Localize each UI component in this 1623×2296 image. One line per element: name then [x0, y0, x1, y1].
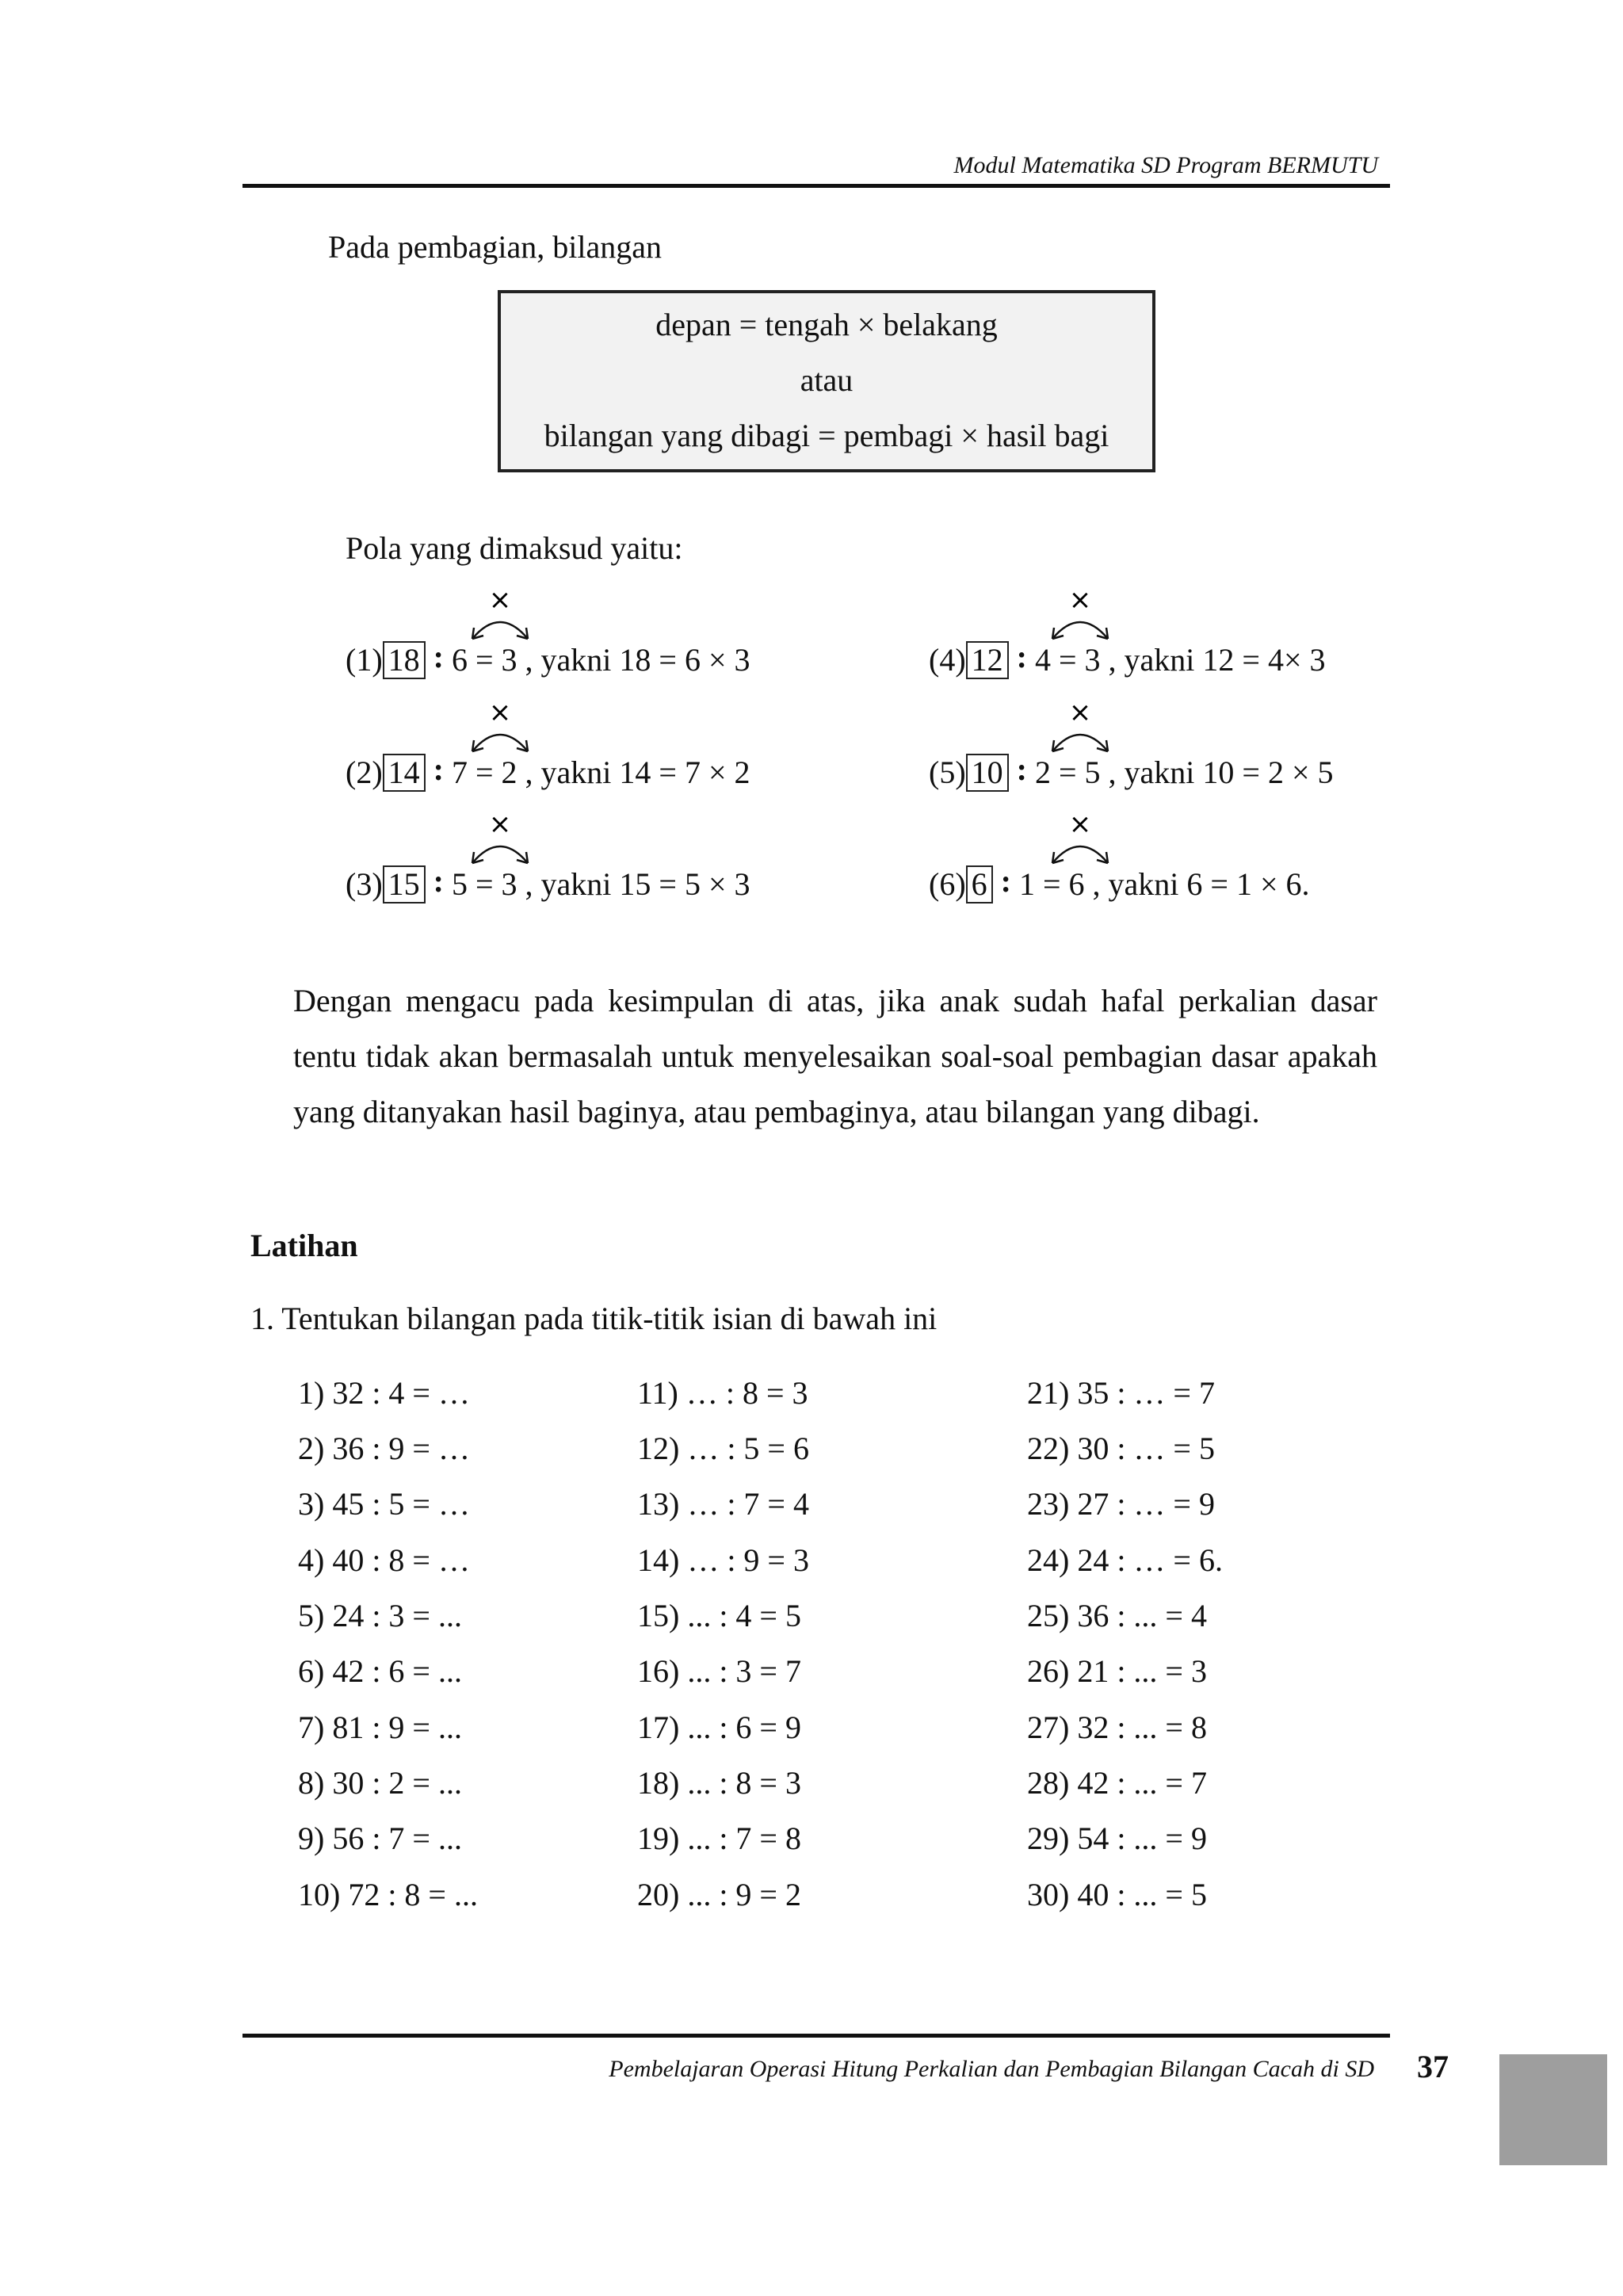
- running-footer: Pembelajaran Operasi Hitung Perkalian dan Pembagian Bilangan Cacah di SD: [609, 2056, 1374, 2082]
- exercise-item: 13) … : 7 = 4: [637, 1486, 809, 1522]
- exercise-item: 16) ... : 3 = 7: [637, 1653, 801, 1689]
- formula-box: [498, 290, 1155, 472]
- exercise-item: 27) 32 : ... = 8: [1027, 1710, 1207, 1745]
- exercise-item: 7) 81 : 9 = ...: [298, 1710, 462, 1745]
- boxed-number: 14: [383, 754, 426, 792]
- pattern-item: (3) 15 : 5 = 3 , yakni 15 = 5 × 3: [346, 863, 750, 903]
- multiply-arrow-icon: [464, 811, 536, 869]
- intro-text: Pada pembagian, bilangan: [328, 229, 662, 265]
- formula-line: atau: [800, 362, 854, 398]
- pattern-item: (6)6 : 1 = 6 , yakni 6 = 1 × 6.: [929, 863, 1310, 903]
- conclusion-paragraph: Dengan mengacu pada kesimpulan di atas, jika anak sudah hafal perkalian dasar tentu tidak akan bermasalah untuk menyelesaikan soal-soal pembagian dasar apakah yang ditanyakan hasil baginya, atau pembaginya, atau bilangan yang dibagi.: [293, 983, 1377, 1129]
- exercise-item: 17) ... : 6 = 9: [637, 1710, 801, 1745]
- exercise-item: 10) 72 : 8 = ...: [298, 1877, 478, 1912]
- running-header: Modul Matematika SD Program BERMUTU: [953, 152, 1378, 178]
- pattern-item: (5) 10 : 2 = 5 , yakni 10 = 2 × 5: [929, 751, 1334, 791]
- exercise-item: 23) 27 : … = 9: [1027, 1486, 1215, 1522]
- exercise-item: 14) … : 9 = 3: [637, 1542, 809, 1578]
- exercise-item: 25) 36 : ... = 4: [1027, 1598, 1207, 1633]
- exercise-item: 8) 30 : 2 = ...: [298, 1765, 462, 1801]
- exercise-item: 29) 54 : ... = 9: [1027, 1820, 1207, 1856]
- boxed-number: 12: [966, 641, 1009, 679]
- exercise-item: 2) 36 : 9 = …: [298, 1431, 470, 1466]
- exercise-item: 20) ... : 9 = 2: [637, 1877, 801, 1912]
- exercise-item: 30) 40 : ... = 5: [1027, 1877, 1207, 1912]
- exercise-item: 5) 24 : 3 = ...: [298, 1598, 462, 1633]
- exercise-item: 6) 42 : 6 = ...: [298, 1653, 462, 1689]
- exercise-item: 19) ... : 7 = 8: [637, 1820, 801, 1856]
- svg-text:×: ×: [1068, 586, 1092, 616]
- formula-line: bilangan yang dibagi = pembagi × hasil bagi: [544, 418, 1109, 453]
- pattern-title: Pola yang dimaksud yaitu:: [346, 530, 683, 566]
- exercise-item: 9) 56 : 7 = ...: [298, 1820, 462, 1856]
- exercise-item: 12) … : 5 = 6: [637, 1431, 809, 1466]
- exercise-item: 28) 42 : ... = 7: [1027, 1765, 1207, 1801]
- thumb-tab: [1499, 2054, 1607, 2165]
- task-instruction: 1. Tentukan bilangan pada titik-titik isian di bawah ini: [250, 1301, 938, 1336]
- multiply-arrow-icon: [464, 699, 536, 758]
- pattern-item: (2) 14 : 7 = 2 , yakni 14 = 7 × 2: [346, 751, 750, 791]
- exercise-item: 22) 30 : … = 5: [1027, 1431, 1215, 1466]
- multiply-arrow-icon: [1044, 586, 1116, 645]
- header-rule: [242, 184, 1390, 188]
- svg-text:×: ×: [488, 811, 512, 840]
- boxed-number: 15: [383, 865, 426, 904]
- exercise-item: 3) 45 : 5 = …: [298, 1486, 470, 1522]
- boxed-number: 10: [966, 754, 1009, 792]
- pattern-item: (4) 12 : 4 = 3 , yakni 12 = 4× 3: [929, 639, 1326, 678]
- exercise-item: 15) ... : 4 = 5: [637, 1598, 801, 1633]
- exercise-item: 24) 24 : … = 6.: [1027, 1542, 1223, 1578]
- exercise-item: 4) 40 : 8 = …: [298, 1542, 470, 1578]
- footer-rule: [242, 2034, 1390, 2038]
- svg-text:×: ×: [488, 586, 512, 616]
- section-title: Latihan: [250, 1228, 358, 1263]
- pattern-item: (1) 18 : 6 = 3 , yakni 18 = 6 × 3: [346, 639, 750, 678]
- multiply-arrow-icon: [1044, 699, 1116, 758]
- svg-text:×: ×: [1068, 699, 1092, 728]
- boxed-number: 18: [383, 641, 426, 679]
- exercise-item: 26) 21 : ... = 3: [1027, 1653, 1207, 1689]
- page-number: 37: [1417, 2049, 1449, 2084]
- exercise-item: 18) ... : 8 = 3: [637, 1765, 801, 1801]
- exercise-item: 11) … : 8 = 3: [637, 1375, 808, 1411]
- svg-text:×: ×: [488, 699, 512, 728]
- exercise-item: 1) 32 : 4 = …: [298, 1375, 470, 1411]
- formula-line: depan = tengah × belakang: [655, 307, 998, 342]
- multiply-arrow-icon: [1044, 811, 1116, 869]
- multiply-arrow-icon: [464, 586, 536, 645]
- svg-text:×: ×: [1068, 811, 1092, 840]
- boxed-number: 6: [966, 865, 993, 904]
- exercise-item: 21) 35 : … = 7: [1027, 1375, 1215, 1411]
